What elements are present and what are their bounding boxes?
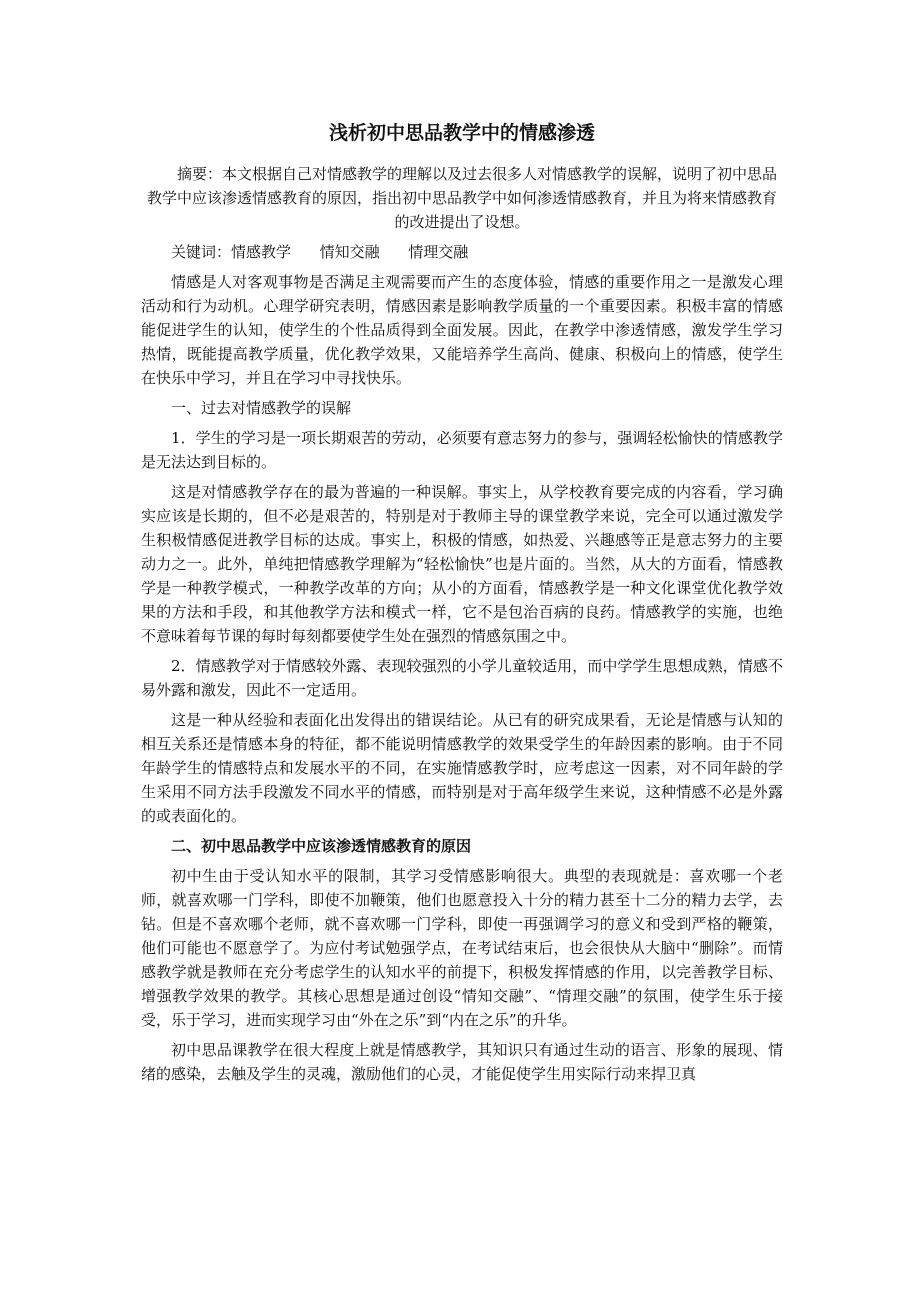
keywords-line: 关键词：情感教学 情知交融 情理交融 [171,243,469,261]
point-1-statement: 1．学生的学习是一项长期艰苦的劳动，必须要有意志努力的参与，强调轻松愉快的情感教学是无法达到目标的。 [141,429,783,471]
point-2-statement: 2．情感教学对于情感较外露、表现较强烈的小学儿童较适用，而中学学生思想成熟，情感不易外露和激发，因此不一定适用。 [141,657,783,699]
section-1-heading: 一、过去对情感教学的误解 [171,399,352,417]
section-2-heading: 二、初中思品教学中应该渗透情感教育的原因 [171,837,472,855]
section-2-paragraph-2: 初中思品课教学在很大程度上就是情感教学，其知识只有通过生动的语言、形象的展现、情绪的感染，去触及学生的灵魂，激励他们的心灵，才能促使学生用实际行动来捍卫真 [141,1041,783,1083]
point-2-body: 这是一种从经验和表面化出发得出的错误结论。从已有的研究成果看，无论是情感与认知的相互关系还是情感本身的特征，都不能说明情感教学的效果受学生的年龄因素的影响。由于不同年龄学生的情感特点和发展水平的不同，在实施情感教学时，应考虑这一因素，对不同年龄的学生采用不同方法手段激发不同水平的情感，而特别是对于高年级学生来说，这种情感不必是外露的或表面化的。 [141,711,783,825]
abstract-paragraph: 摘要：本文根据自己对情感教学的理解以及过去很多人对情感教学的误解，说明了初中思品教学中应该渗透情感教育的原因，指出初中思品教学中如何渗透情感教育，并且为将来情感教育的改进提出了设想。 [146,165,777,231]
document-title: 浅析初中思品教学中的情感渗透 [328,122,595,144]
document-body [141,118,783,1092]
point-1-body: 这是对情感教学存在的最为普遍的一种误解。事实上，从学校教育要完成的内容看，学习确实应该是长期的，但不必是艰苦的，特别是对于教师主导的课堂教学来说，完全可以通过激发学生积极情感促进教学目标的达成。事实上，积极的情感，如热爱、兴趣感等正是意志努力的主要动力之一。此外，单纯把情感教学理解为“轻松愉快”也是片面的。当然，从大的方面看，情感教学是一种教学模式，一种教学改革的方向；从小的方面看，情感教学是一种文化课堂优化教学效果的方法和手段，和其他教学方法和模式一样，它不是包治百病的良药。情感教学的实施，也绝不意味着每节课的每时每刻都要使学生处在强烈的情感氛围之中。 [141,483,783,645]
section-2-paragraph-1: 初中生由于受认知水平的限制，其学习受情感影响很大。典型的表现就是：喜欢哪一个老师，就喜欢哪一门学科，即使不加鞭策，他们也愿意投入十分的精力甚至十二分的精力去学，去钻。但是不喜欢哪个老师，就不喜欢哪一门学科，即使一再强调学习的意义和受到严格的鞭策，他们可能也不愿意学了。为应付考试勉强学点，在考试结束后，也会很快从大脑中“删除”。而情感教学就是教师在充分考虑学生的认知水平的前提下，积极发挥情感的作用，以完善教学目标、增强教学效果的教学。其核心思想是通过创设“情知交融”、“情理交融”的氛围，使学生乐于接受，乐于学习，进而实现学习由“外在之乐”到“内在之乐”的升华。 [141,867,783,1029]
intro-paragraph: 情感是人对客观事物是否满足主观需要而产生的态度体验，情感的重要作用之一是激发心理活动和行为动机。心理学研究表明，情感因素是影响教学质量的一个重要因素。积极丰富的情感能促进学生的认知，使学生的个性品质得到全面发展。因此，在教学中渗透情感，激发学生学习热情，既能提高教学质量，优化教学效果，又能培养学生高尚、健康、积极向上的情感，使学生在快乐中学习，并且在学习中寻找快乐。 [141,273,783,387]
